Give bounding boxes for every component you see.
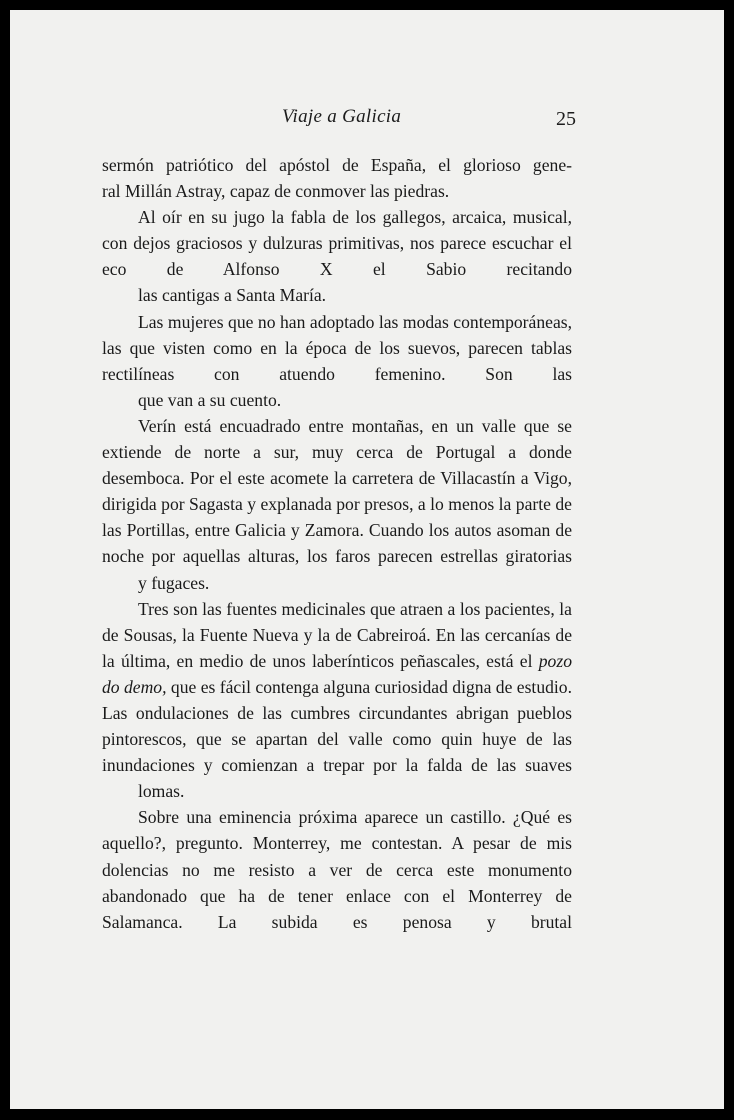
paragraph-6 [102,804,572,934]
paragraph-5-text-a: Tres son las fuentes medicinales que atraen a los pacientes, la de Sousas, la Fuente Nueva y la de Cabreiroá. En las cercanías de la última, en medio de unos laberínticos peñascales, está el [102,598,572,671]
paragraph-2-text: Al oír en su jugo la fabla de los gallegos, arcaica, musical, con dejos graciosos y dulzuras primitivas, nos parece escuchar el eco de Alfonso X el Sabio recitando [102,207,572,280]
paragraph-2-last-line: las cantigas a Santa María. [138,285,327,306]
paragraph-6-text: Sobre una eminencia próxima aparece un castillo. ¿Qué es aquello?, pregunto. Monterrey, me contestan. A pesar de mis dolencias no me resisto a ver de cerca este monumento abandonado que ha de tener enlace con el Monterrey de Salamanca. La subida es penosa y brutal [102,807,572,932]
book-page [10,10,724,1109]
paragraph-1-last-line: ral Millán Astray, capaz de conmover las piedras. [102,181,450,202]
page-number: 25 [556,108,576,130]
paragraph-1 [102,152,572,204]
paragraph-5-text-b: que es fácil contenga alguna curiosidad digna de estudio. Las ondulaciones de las cumbres circundantes abrigan pueblos pintorescos, que se apartan del valle como quin huye de las inundaciones y comienzan a trepar por la falda de las suaves [102,676,572,776]
paragraph-3 [102,309,572,413]
paragraph-5-last-line: lomas. [138,781,185,802]
body-text [102,152,572,935]
paragraph-4-text: Verín está encuadrado entre montañas, en un valle que se extiende de norte a sur, muy cerca de Portugal a donde desemboca. Por el este acomete la carretera de Villacastín a Vigo, dirigida por Sagasta y explanada por presos, a lo menos la parte de las Portillas, entre Galicia y Zamora. Cuando los autos asoman de noche por aquellas alturas, los faros parecen estrellas giratorias [102,415,572,567]
paragraph-4-last-line: y fugaces. [138,572,210,593]
running-head [10,106,724,136]
paragraph-3-last-line: que van a su cuento. [138,389,282,410]
running-title: Viaje a Galicia [282,106,402,127]
paragraph-2 [102,204,572,308]
paragraph-3-text: Las mujeres que no han adoptado las modas contemporáneas, las que visten como en la época de los suevos, parecen tablas rectilíneas con atuendo femenino. Son las [102,311,572,384]
paragraph-5 [102,596,572,805]
paragraph-1-text: sermón patriótico del apóstol de España, el glorioso gene- [102,155,572,175]
paragraph-4 [102,413,572,596]
paragraph-5-italic: pozo do demo, [102,650,572,697]
